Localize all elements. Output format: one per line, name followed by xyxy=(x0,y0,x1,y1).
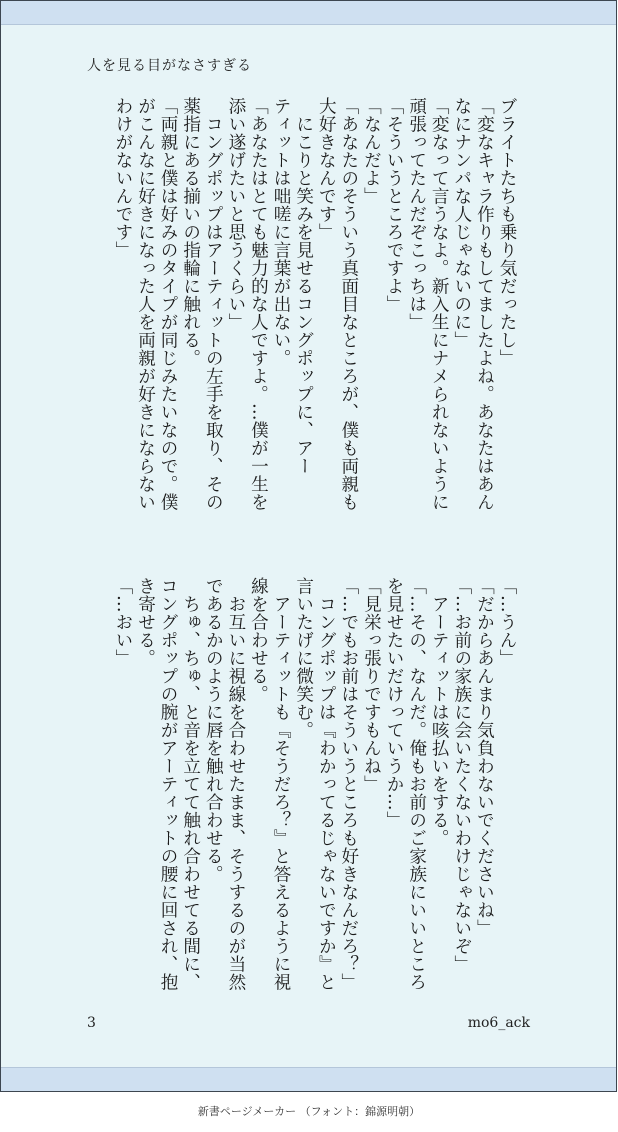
text-line: 大好きなんです」 xyxy=(316,97,337,241)
lower-text-block xyxy=(111,577,518,1017)
text-line: 「そういうところですよ」 xyxy=(384,97,405,313)
text-line: 「あなたはとても魅力的な人ですよ。…僕が一生を xyxy=(248,97,269,511)
text-line: 「だからあんまり気負わないでくださいね」 xyxy=(474,577,495,937)
text-line: 「…でもお前はそういうところも好きなんだろ？」 xyxy=(338,577,359,991)
text-line: お互いに視線を合わせたまま、そうするのが当然 xyxy=(225,577,246,991)
text-line: ブライトたちも乗り気だったし」 xyxy=(497,97,517,367)
text-line: なにナンパな人じゃないのに」 xyxy=(451,97,472,349)
text-line: 頑張ってたんだぞこっちは」 xyxy=(406,97,427,331)
text-line: 「見栄っ張りですもんね」 xyxy=(361,577,382,793)
app-footer-caption: 新書ページメーカー （フォント：錦源明朝） xyxy=(197,1105,421,1118)
text-line: を見せたいだけっていうか…」 xyxy=(384,577,405,829)
text-line: にこりと笑みを見せるコングポップに、アー xyxy=(293,97,314,475)
text-line: ちゅ、ちゅ、と音を立てて触れ合わせてる間に、 xyxy=(180,577,201,991)
text-line: 線を合わせる。 xyxy=(248,577,269,703)
text-line: わけがないんです」 xyxy=(112,97,133,259)
text-line: 「変なって言うなよ。新入生にナメられないように xyxy=(429,97,450,511)
page-number: 3 xyxy=(87,1015,96,1031)
text-line: コングポップの腕がアーティットの腰に回され、抱 xyxy=(158,577,179,991)
text-line: 「変なキャラ作りもしてましたよね。あなたはあん xyxy=(474,97,495,511)
text-line: コングポップは『わかってるじゃないですか』と xyxy=(316,577,337,991)
text-line: 添い遂げたいと思うくらい」 xyxy=(225,97,246,331)
text-line: 「両親と僕は好みのタイプが同じみたいなので。僕 xyxy=(158,97,179,511)
chapter-title: 人を見る目がなさすぎる xyxy=(87,58,252,74)
upper-text-block xyxy=(111,97,518,537)
text-line: がこんなに好きになった人を両親が好きにならない xyxy=(135,97,156,511)
text-line: 「…その、なんだ。俺もお前のご家族にいいところ xyxy=(406,577,427,991)
text-line: 「…おい」 xyxy=(112,577,133,667)
text-line: ティットは咄嗟に言葉が出ない。 xyxy=(271,97,292,367)
bottom-band xyxy=(1,1067,616,1091)
text-line: 「…うん」 xyxy=(497,577,517,667)
text-line: 「…お前の家族に会いたくないわけじゃないぞ」 xyxy=(451,577,472,973)
text-line: き寄せる。 xyxy=(135,577,156,667)
text-line: 言いたげに微笑む。 xyxy=(293,577,314,739)
author-name: mo6_ack xyxy=(467,1015,530,1031)
text-line: 「なんだよ」 xyxy=(361,97,382,205)
text-line: コングポップはアーティットの左手を取り、その xyxy=(203,97,224,511)
text-line: 薬指にある揃いの指輪に触れる。 xyxy=(180,97,201,367)
text-line: アーティットも『そうだろ？』と答えるように視 xyxy=(271,577,292,991)
text-line: であるかのように唇を触れ合わせる。 xyxy=(203,577,224,883)
text-line: アーティットは咳払いをする。 xyxy=(429,577,450,847)
top-band xyxy=(1,1,616,25)
text-line: 「あなたのそういう真面目なところが、僕も両親も xyxy=(338,97,359,511)
